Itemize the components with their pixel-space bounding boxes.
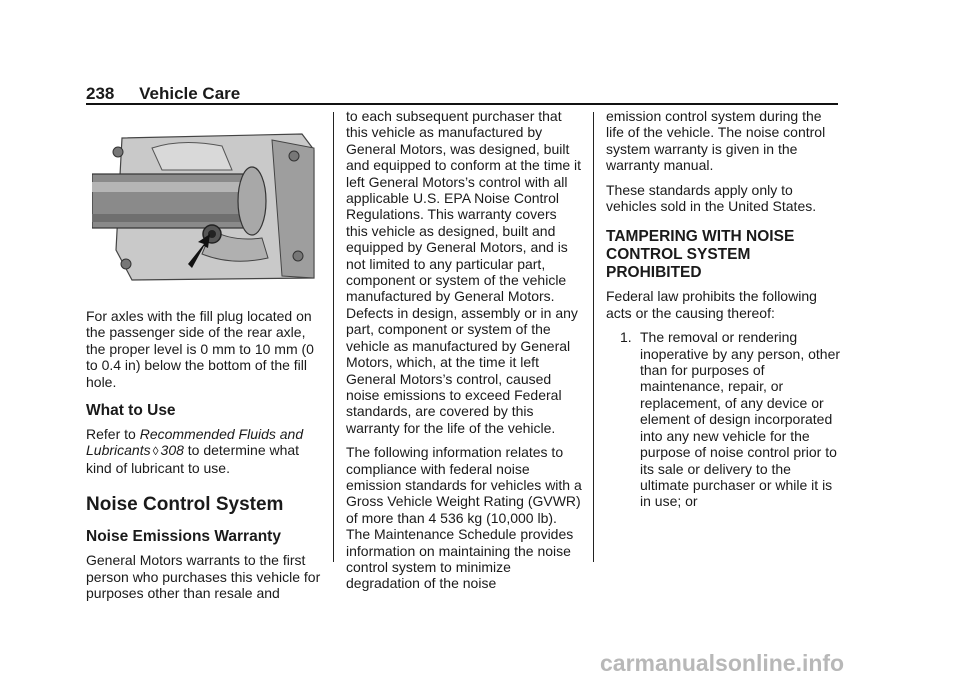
prohibited-acts-list — [606, 329, 842, 509]
page-ref-link[interactable]: 308 — [160, 442, 184, 459]
header-rule — [86, 103, 838, 105]
watermark: carmanualsonline.info — [600, 650, 845, 676]
column-3 — [606, 108, 842, 510]
warranty-paragraph: General Motors warrants to the first person who purchases this vehicle for purposes other than resale and — [86, 552, 321, 602]
tampering-heading: TAMPERING WITH NOISE CONTROL SYSTEM PROHIBITED — [606, 228, 795, 282]
column-divider-1 — [333, 112, 334, 562]
column-divider-2 — [593, 112, 594, 562]
what-to-use-heading: What to Use — [86, 402, 176, 420]
axle-fill-plug-illustration — [92, 130, 316, 282]
noise-control-heading: Noise Control System — [86, 494, 284, 516]
section-title: Vehicle Care — [139, 84, 241, 103]
page-header — [86, 84, 240, 104]
standards-paragraph: These standards apply only to vehicles sold in the United States. — [606, 181, 817, 215]
refer-paragraph: Refer to Recommended Fluids and Lubricants ◊ 308 to determine what kind of lubricant to use. — [86, 426, 304, 476]
federal-law-paragraph: Federal law prohibits the following acts or the causing thereof: — [606, 288, 817, 321]
page-number: 238 — [86, 84, 115, 103]
warranty-coverage-paragraph: to each subsequent purchaser that this vehicle as manufactured by General Motors, was designed, built and equipped to conform at the time it left General Motors’s control with all applicable U.S. EPA Noise Control Regulations. This warranty covers this vehicle as designed, built and equipped by General Motors, and is not limited to any particular part, component or system of the vehicle manufactured by General Motors. Defects in design, assembly or in any part, component or system of the vehicle as manufactured by General Motors, which, at the time it left General Motors’s control, caused noise emissions to exceed Federal standards, are covered by this warranty for the life of the vehicle. — [346, 108, 582, 436]
gvwr-paragraph: The following information relates to compliance with federal noise emission standards for vehicles with a Gross Vehicle Weight Rating (GVWR) of more than 4 536 kg (10,000 lb). The Maintenance Schedule provides information on maintaining the noise control system to minimize degradation of the noise — [346, 444, 582, 592]
fill-plug-paragraph: For axles with the fill plug located on the passenger side of the rear axle, the proper level is 0 mm to 10 mm (0 to 0.4 in) below the bottom of the fill hole. — [86, 308, 314, 390]
column-1 — [86, 308, 322, 609]
list-item: 1. The removal or rendering inoperative by any person, other than for purposes of maintenance, repair, or replacement, of any device or element of design incorporated into any new vehicle for the purpose of noise control prior to its sale or delivery to the ultimate purchaser or while it is in use; or — [620, 329, 841, 510]
emission-life-paragraph: emission control system during the life of the vehicle. The noise control system warranty is given in the warranty manual. — [606, 108, 826, 174]
noise-warranty-heading: Noise Emissions Warranty — [86, 528, 281, 546]
fluids-lubricants-link[interactable]: Recommended Fluids and Lubricants — [86, 426, 304, 459]
cross-reference-icon: ◊ — [152, 444, 159, 459]
column-2 — [346, 108, 582, 600]
